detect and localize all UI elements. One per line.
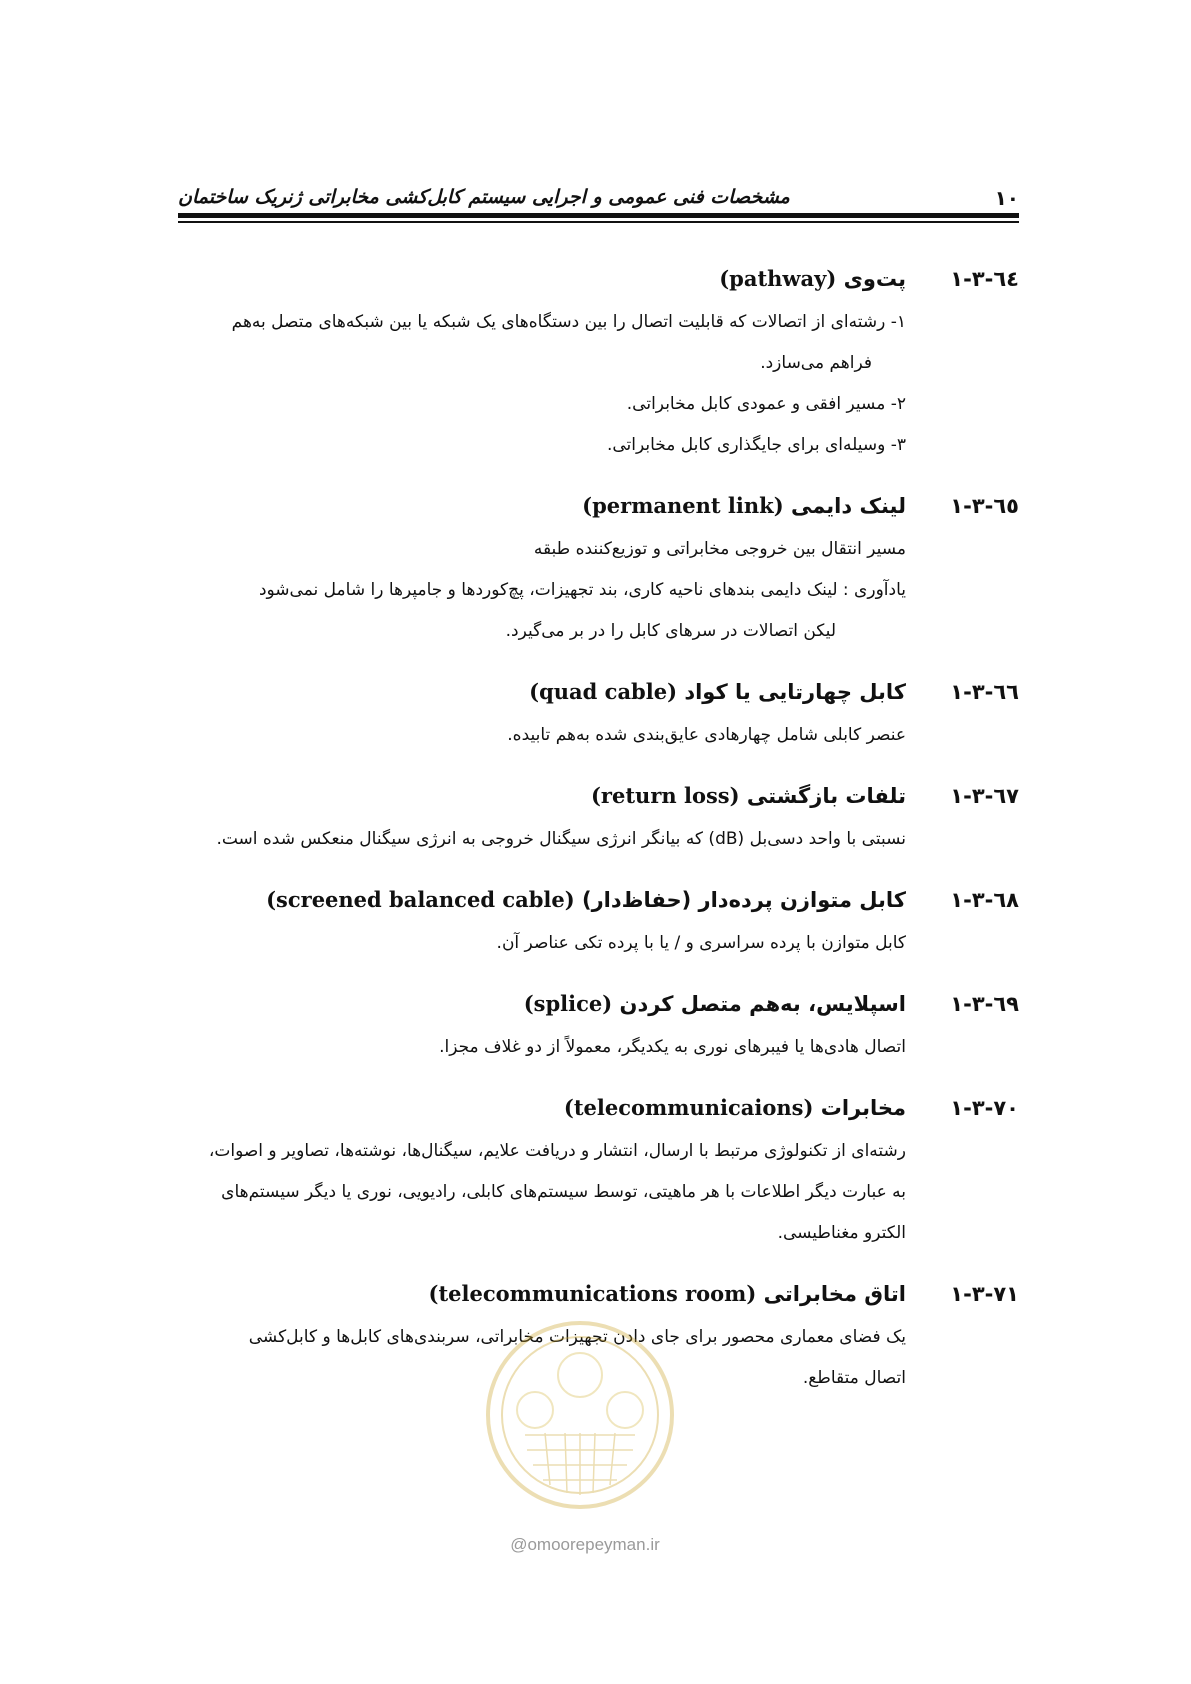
definition-line: فراهم می‌سازد.: [760, 353, 872, 373]
running-title: مشخصات فنی عمومی و اجرایی سیستم کابل‌کشی مخابراتی ژنریک ساختمان: [178, 186, 790, 208]
definitions-list: [178, 262, 1019, 1422]
definition-line: ۲- مسیر افقی و عمودی کابل مخابراتی.: [626, 394, 906, 414]
definition-text: [178, 923, 906, 964]
term-persian: اتاق مخابراتی: [763, 1282, 906, 1306]
clause-number: ۱-۳-٧١: [950, 1282, 1019, 1306]
definition-text: [178, 302, 906, 466]
definition-heading: [178, 489, 1019, 523]
definition-line: اتصال هادی‌ها یا فیبرهای نوری به یکدیگر، معمولاً از دو غلاف مجزا.: [439, 1037, 906, 1057]
term-english: (telecommunications room): [428, 1281, 757, 1306]
watermark-caption: @omoorepeyman.ir: [510, 1535, 660, 1554]
definition-text: [178, 715, 906, 756]
definition-heading: [178, 1277, 1019, 1311]
definition-line: الکترو مغناطیسی.: [777, 1223, 906, 1243]
clause-number: ۱-۳-٦٧: [950, 784, 1019, 808]
definition-line: رشته‌ای از تکنولوژی مرتبط با ارسال، انتشار و دریافت علایم، سیگنال‌ها، نوشته‌ها، تصاویر و اصوات،: [208, 1141, 906, 1161]
definition-heading: [178, 675, 1019, 709]
term: [719, 262, 906, 296]
definition-line: مسیر انتقال بین خروجی مخابراتی و توزیع‌کننده طبقه: [533, 539, 906, 559]
clause-number: ۱-۳-٦٨: [950, 888, 1019, 912]
term: [524, 987, 906, 1021]
term: [266, 883, 906, 917]
clause-number: ۱-۳-٦٦: [950, 680, 1019, 704]
definition-heading: [178, 1091, 1019, 1125]
page-number: ۱۰: [994, 186, 1019, 210]
definition-line: نسبتی با واحد دسی‌بل (dB) که بیانگر انرژی سیگنال خروجی به انرژی سیگنال منعکس شده است.: [216, 829, 906, 849]
term-english: (splice): [523, 991, 613, 1016]
term-english: (screened balanced cable): [266, 887, 575, 912]
term-english: (return loss): [591, 783, 740, 808]
term-english: (quad cable): [529, 679, 678, 704]
definition-entry: [178, 675, 1019, 756]
definition-entry: [178, 1277, 1019, 1399]
term-english: (permanent link): [582, 493, 784, 518]
clause-number: ۱-۳-٧٠: [950, 1096, 1019, 1120]
definition-line: ۳- وسیله‌ای برای جایگذاری کابل مخابراتی.: [606, 435, 906, 455]
definition-text: [178, 1131, 906, 1254]
term-english: (telecommunicaions): [563, 1095, 814, 1120]
term-persian: کابل متوازن پرده‌دار (حفاظ‌دار): [581, 888, 906, 912]
header-rule-thin: [178, 221, 1019, 223]
term: [564, 1091, 906, 1125]
note-line: لیکن اتصالات در سرهای کابل را در بر می‌گیرد.: [505, 621, 836, 641]
definition-line: یک فضای معماری محصور برای جای دادن تجهیزات مخابراتی، سربندی‌های کابل‌ها و کابل‌کشی: [248, 1327, 906, 1347]
term-persian: پت‌وی: [843, 267, 906, 291]
definition-text: [178, 1317, 906, 1399]
definition-entry: [178, 1091, 1019, 1254]
term: [582, 489, 906, 523]
clause-number: ۱-۳-٦٤: [950, 267, 1019, 291]
definition-entry: [178, 262, 1019, 466]
term-persian: تلفات بازگشتی: [746, 784, 906, 808]
note-line: یادآوری : لینک دایمی بندهای ناحیه کاری، بند تجهیزات، پچ‌کوردها و جامپرها را شامل نمی‌شود: [258, 580, 906, 600]
term: [529, 675, 906, 709]
definition-line: ۱- رشته‌ای از اتصالات که قابلیت اتصال را بین دستگاه‌های یک شبکه یا بین شبکه‌های متصل به‌هم: [231, 312, 906, 332]
definition-entry: [178, 779, 1019, 860]
definition-line: اتصال متقاطع.: [802, 1368, 906, 1388]
definition-text: [178, 819, 906, 860]
definition-heading: [178, 262, 1019, 296]
definition-line: به عبارت دیگر اطلاعات با هر ماهیتی، توسط سیستم‌های کابلی، رادیویی، نوری یا دیگر سیستم‌های: [221, 1182, 906, 1202]
definition-heading: [178, 779, 1019, 813]
header-rule-thick: [178, 213, 1019, 218]
definition-entry: [178, 987, 1019, 1068]
definition-text: [178, 529, 906, 652]
term-english: (pathway): [719, 266, 837, 291]
definition-line: کابل متوازن با پرده سراسری و / یا با پرده تکی عناصر آن.: [496, 933, 906, 953]
definition-heading: [178, 987, 1019, 1021]
term-persian: کابل چهارتایی یا کواد: [684, 680, 906, 704]
term: [429, 1277, 906, 1311]
clause-number: ۱-۳-٦٩: [950, 992, 1019, 1016]
term-persian: اسپلایس، به‌هم متصل کردن: [619, 992, 906, 1016]
definition-text: [178, 1027, 906, 1068]
clause-number: ۱-۳-٦٥: [950, 494, 1019, 518]
term-persian: مخابرات: [820, 1096, 906, 1120]
definition-entry: [178, 489, 1019, 652]
definition-heading: [178, 883, 1019, 917]
definition-line: عنصر کابلی شامل چهارهادی عایق‌بندی شده به‌هم تابیده.: [507, 725, 906, 745]
definition-entry: [178, 883, 1019, 964]
running-header: [178, 186, 1019, 216]
term: [591, 779, 906, 813]
term-persian: لینک دایمی: [790, 494, 906, 518]
